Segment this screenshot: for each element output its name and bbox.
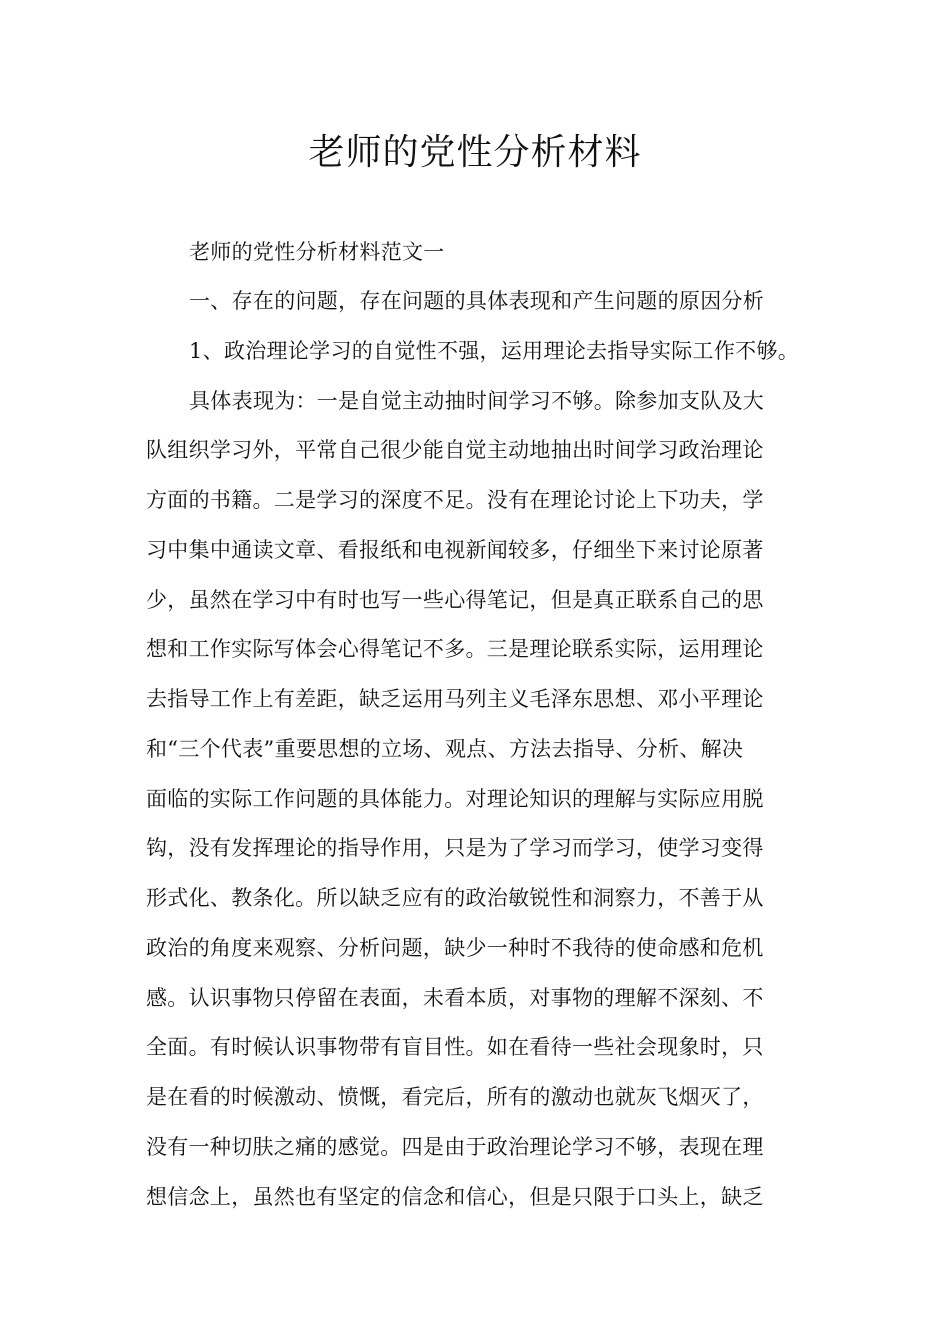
paragraph-line: 全面。有时候认识事物带有盲目性。如在看待一些社会现象时，只 (146, 1035, 764, 1059)
paragraph-line: 没有一种切肤之痛的感觉。四是由于政治理论学习不够，表现在理 (146, 1135, 764, 1159)
paragraph-line: 去指导工作上有差距，缺乏运用马列主义毛泽东思想、邓小平理论 (146, 687, 764, 711)
paragraph-line: 政治的角度来观察、分析问题，缺少一种时不我待的使命感和危机 (146, 936, 764, 960)
paragraph-line: 形式化、教条化。所以缺乏应有的政治敏锐性和洞察力，不善于从 (146, 886, 764, 910)
point-heading: 1、政治理论学习的自觉性不强，运用理论去指导实际工作不够。 (189, 339, 800, 363)
paragraph-line: 少，虽然在学习中有时也写一些心得笔记，但是真正联系自己的思 (146, 588, 764, 612)
paragraph-line: 具体表现为：一是自觉主动抽时间学习不够。除参加支队及大 (189, 389, 765, 413)
paragraph-line: 想信念上，虽然也有坚定的信念和信心，但是只限于口头上，缺乏 (146, 1185, 764, 1209)
paragraph-line: 方面的书籍。二是学习的深度不足。没有在理论讨论上下功夫，学 (146, 488, 764, 512)
paragraph-line: 队组织学习外，平常自己很少能自觉主动地抽出时间学习政治理论 (146, 438, 764, 462)
paragraph-line: 想和工作实际写体会心得笔记不多。三是理论联系实际，运用理论 (146, 637, 764, 661)
paragraph-line: 钩，没有发挥理论的指导作用，只是为了学习而学习，使学习变得 (146, 836, 764, 860)
paragraph-line: 是在看的时候激动、愤慨，看完后，所有的激动也就灰飞烟灭了， (146, 1085, 764, 1109)
paragraph-line: 习中集中通读文章、看报纸和电视新闻较多，仔细坐下来讨论原著 (146, 538, 764, 562)
paragraph-line: 面临的实际工作问题的具体能力。对理论知识的理解与实际应用脱 (146, 787, 764, 811)
document-title: 老师的党性分析材料 (308, 132, 642, 173)
section-heading: 老师的党性分析材料范文一 (189, 240, 445, 264)
paragraph-line: 和“三个代表”重要思想的立场、观点、方法去指导、分析、解决 (146, 737, 744, 761)
paragraph-line: 感。认识事物只停留在表面，未看本质，对事物的理解不深刻、不 (146, 986, 764, 1010)
section-subheading: 一、存在的问题，存在问题的具体表现和产生问题的原因分析 (189, 289, 765, 313)
